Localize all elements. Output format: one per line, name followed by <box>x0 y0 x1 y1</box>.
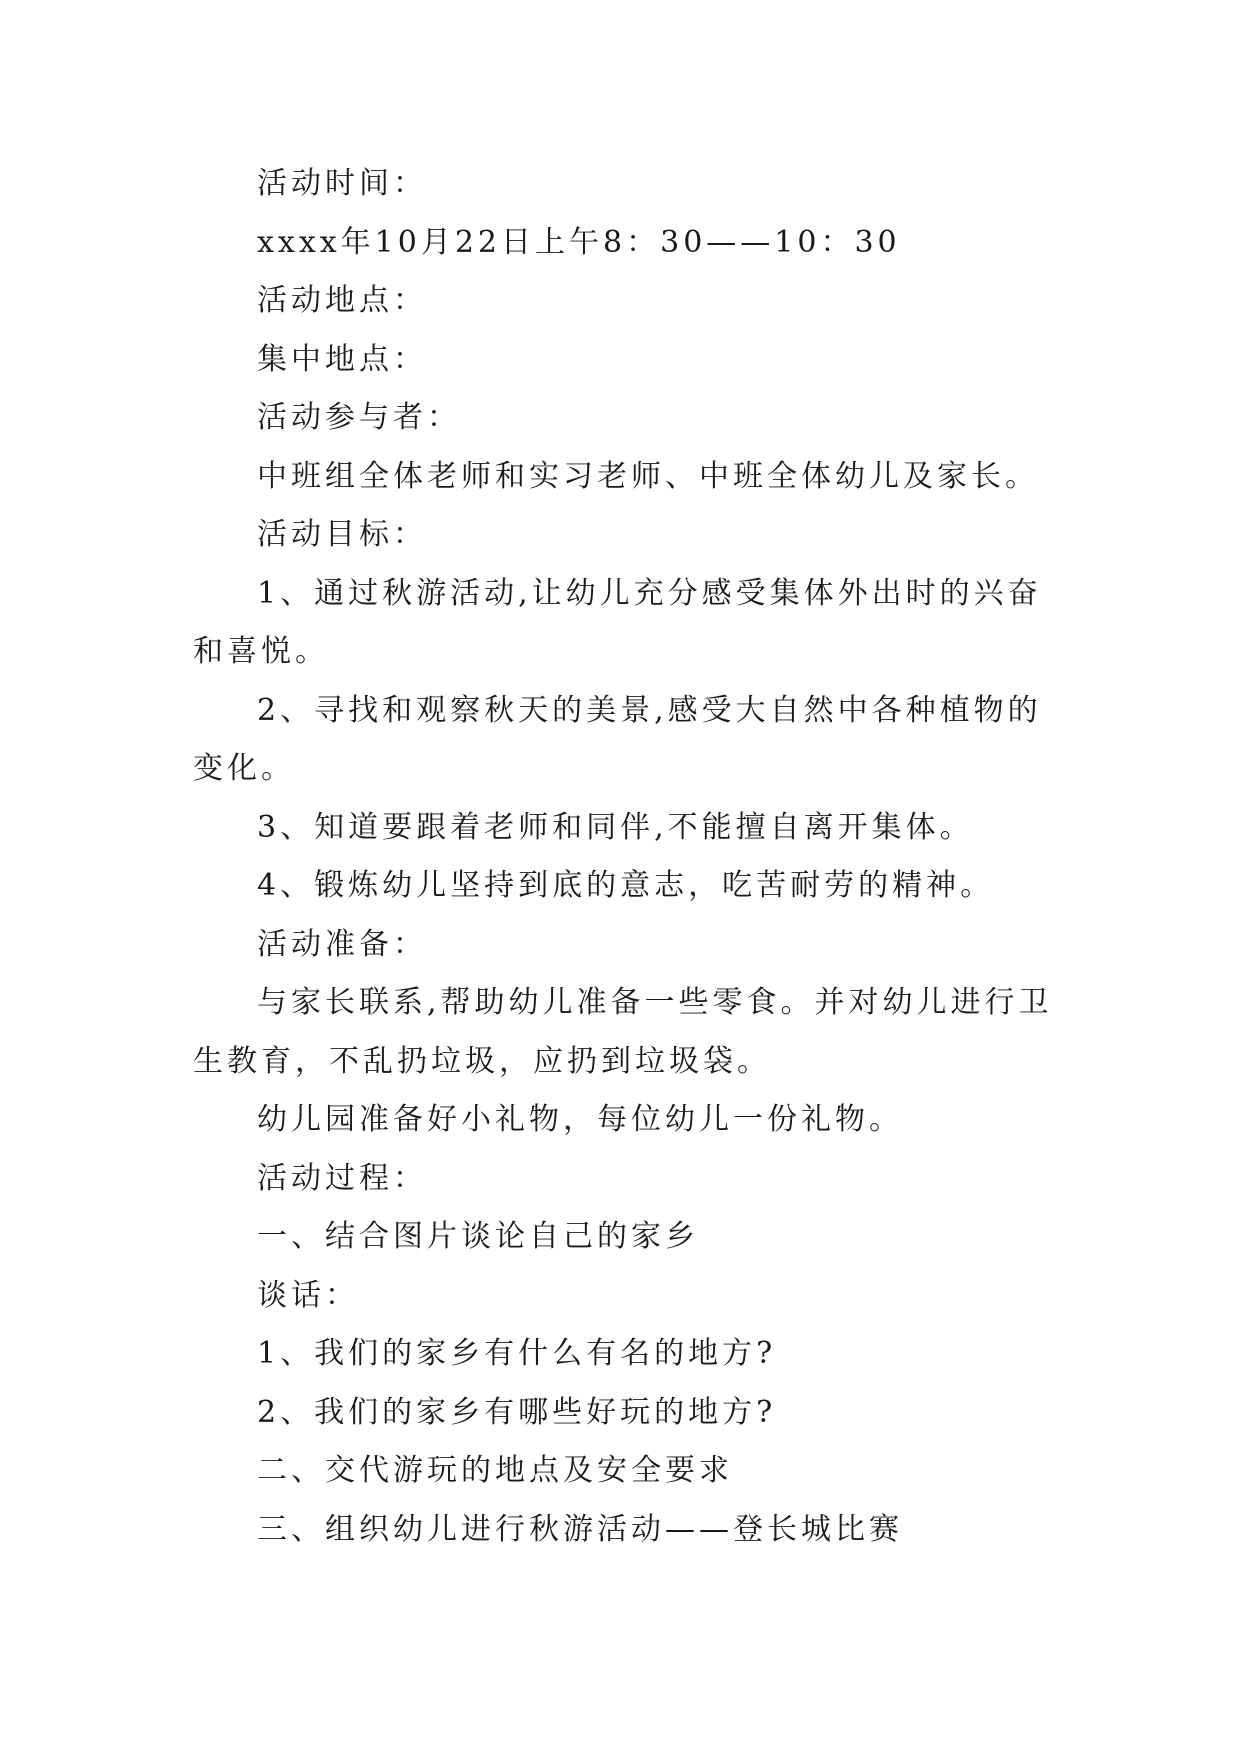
paragraph-participants-heading: 活动参与者： <box>257 400 461 435</box>
paragraph-preparation-heading: 活动准备： <box>257 926 427 962</box>
paragraph-activity-time-heading: 活动时间： <box>257 166 427 201</box>
paragraph-preparation-1: 与家长联系,帮助幼儿准备一些零食。并对幼儿进行卫生教育，不乱扔垃圾，应扔到垃圾袋。 <box>193 985 1053 1079</box>
paragraph-gathering-location-heading: 集中地点： <box>257 341 427 377</box>
paragraph-preparation-2: 幼儿园准备好小礼物，每位幼儿一份礼物。 <box>257 1102 903 1137</box>
paragraph-goal-1: 1、通过秋游活动,让幼儿充分感受集体外出时的兴奋和喜悦。 <box>193 575 1042 669</box>
paragraph-activity-time-value: xxxx年10月22日上午8：30——10：30 <box>257 224 901 260</box>
document-body <box>193 155 1055 1559</box>
paragraph-talk-heading: 谈话： <box>257 1277 359 1313</box>
paragraph-goal-3: 3、知道要跟着老师和同伴,不能擅自离开集体。 <box>257 809 974 845</box>
paragraph-participants-value: 中班组全体老师和实习老师、中班全体幼儿及家长。 <box>257 458 1039 494</box>
paragraph-process-step-2: 二、交代游玩的地点及安全要求 <box>257 1453 733 1488</box>
paragraph-activity-location-heading: 活动地点： <box>257 283 427 318</box>
paragraph-talk-question-2: 2、我们的家乡有哪些好玩的地方? <box>257 1394 777 1430</box>
paragraph-goal-2: 2、寻找和观察秋天的美景,感受大自然中各种植物的变化。 <box>193 692 1042 786</box>
paragraph-goal-4: 4、锻炼幼儿坚持到底的意志，吃苦耐劳的精神。 <box>257 868 995 903</box>
paragraph-goals-heading: 活动目标： <box>257 517 427 552</box>
paragraph-process-step-3: 三、组织幼儿进行秋游活动——登长城比赛 <box>257 1511 903 1547</box>
paragraph-talk-question-1: 1、我们的家乡有什么有名的地方? <box>257 1336 777 1371</box>
paragraph-process-step-1: 一、结合图片谈论自己的家乡 <box>257 1219 699 1254</box>
paragraph-process-heading: 活动过程： <box>257 1160 427 1196</box>
